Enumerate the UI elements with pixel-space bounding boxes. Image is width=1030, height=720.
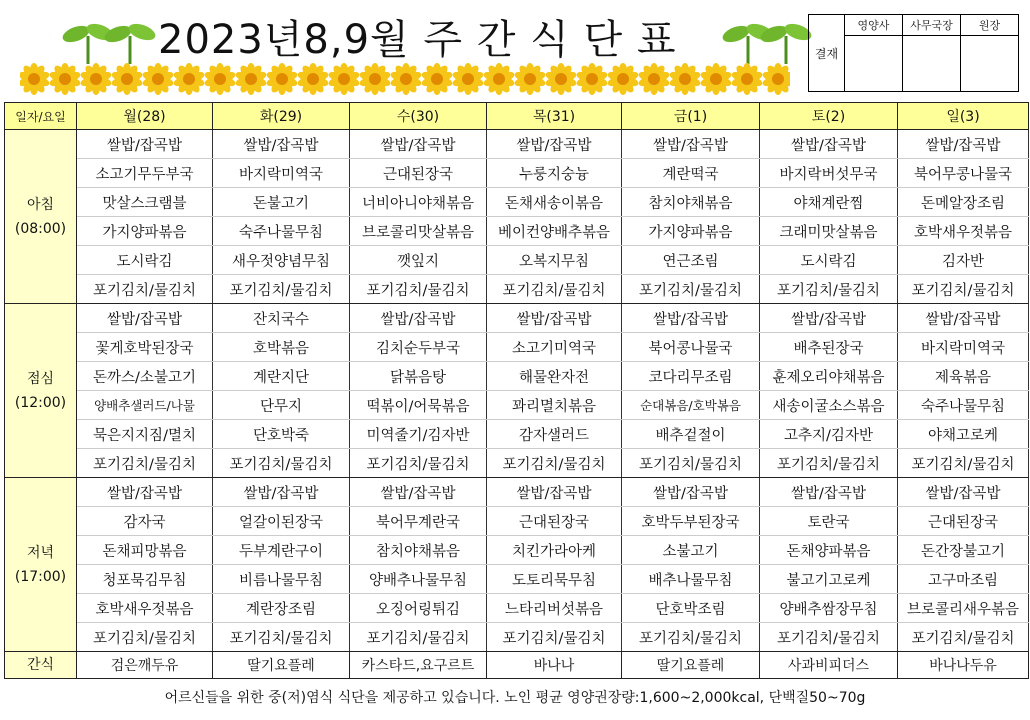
menu-item: 크래미맛살볶음 bbox=[760, 217, 898, 246]
menu-item: 포기김치/물김치 bbox=[622, 449, 760, 478]
menu-row bbox=[5, 333, 1029, 362]
menu-item: 숙주나물무침 bbox=[898, 391, 1029, 420]
menu-item: 새우젓양념무침 bbox=[213, 246, 350, 275]
day-header: 금(1) bbox=[622, 103, 760, 130]
day-header: 수(30) bbox=[350, 103, 487, 130]
menu-item: 쌀밥/잡곡밥 bbox=[760, 130, 898, 159]
menu-item: 쌀밥/잡곡밥 bbox=[77, 130, 213, 159]
menu-item: 포기김치/물김치 bbox=[487, 623, 622, 652]
menu-item: 계란떡국 bbox=[622, 159, 760, 188]
menu-item: 근대된장국 bbox=[487, 507, 622, 536]
menu-item: 포기김치/물김치 bbox=[487, 275, 622, 304]
snack-item: 바나나 bbox=[487, 652, 622, 679]
menu-item: 느타리버섯볶음 bbox=[487, 594, 622, 623]
menu-item: 두부계란구이 bbox=[213, 536, 350, 565]
menu-item: 불고기고로케 bbox=[760, 565, 898, 594]
sunflower-icon bbox=[173, 63, 206, 95]
menu-row bbox=[5, 536, 1029, 565]
menu-item: 쌀밥/잡곡밥 bbox=[350, 304, 487, 333]
menu-item: 쌀밥/잡곡밥 bbox=[898, 130, 1029, 159]
menu-item: 북어콩나물국 bbox=[622, 333, 760, 362]
menu-item: 호박새우젓볶음 bbox=[898, 217, 1029, 246]
menu-item: 김치순두부국 bbox=[350, 333, 487, 362]
menu-row bbox=[5, 391, 1029, 420]
menu-row bbox=[5, 304, 1029, 333]
page-title: 2023년8,9월 주 간 식 단 표 bbox=[158, 17, 677, 63]
sunflower-icon bbox=[20, 63, 50, 95]
menu-item: 포기김치/물김치 bbox=[622, 623, 760, 652]
menu-item: 감자국 bbox=[77, 507, 213, 536]
menu-item: 해물완자전 bbox=[487, 362, 622, 391]
menu-item: 도토리묵무침 bbox=[487, 565, 622, 594]
menu-item: 양배추샐러드/나물 bbox=[77, 391, 213, 420]
day-header: 월(28) bbox=[77, 103, 213, 130]
menu-item: 포기김치/물김치 bbox=[898, 449, 1029, 478]
day-header: 화(29) bbox=[213, 103, 350, 130]
menu-row bbox=[5, 188, 1029, 217]
menu-item: 북어무계란국 bbox=[350, 507, 487, 536]
meal-name: 저녁 bbox=[26, 544, 55, 561]
signature-box[interactable] bbox=[845, 36, 903, 92]
day-header-row bbox=[5, 103, 1029, 130]
snack-item: 사과비피더스 bbox=[760, 652, 898, 679]
menu-row bbox=[5, 507, 1029, 536]
menu-item: 계란장조림 bbox=[213, 594, 350, 623]
meal-time: (08:00) bbox=[14, 220, 67, 237]
sunflower-icon bbox=[545, 63, 578, 95]
menu-table bbox=[4, 102, 1029, 679]
menu-item: 포기김치/물김치 bbox=[898, 623, 1029, 652]
menu-item: 양배추나물무침 bbox=[350, 565, 487, 594]
sunflower-icon bbox=[49, 63, 82, 95]
menu-row bbox=[5, 623, 1029, 652]
menu-item: 돈불고기 bbox=[213, 188, 350, 217]
menu-item: 돈간장불고기 bbox=[898, 536, 1029, 565]
menu-item: 쌀밥/잡곡밥 bbox=[622, 130, 760, 159]
menu-item: 묵은지지짐/멸치 bbox=[77, 420, 213, 449]
snack-item: 검은깨두유 bbox=[77, 652, 213, 679]
menu-item: 꽈리멸치볶음 bbox=[487, 391, 622, 420]
menu-item: 깻잎지 bbox=[350, 246, 487, 275]
menu-item: 꽃게호박된장국 bbox=[77, 333, 213, 362]
sunflower-icon bbox=[235, 63, 268, 95]
menu-row bbox=[5, 594, 1029, 623]
menu-item: 포기김치/물김치 bbox=[213, 623, 350, 652]
menu-item: 포기김치/물김치 bbox=[350, 623, 487, 652]
menu-item: 연근조림 bbox=[622, 246, 760, 275]
menu-item: 야채계란찜 bbox=[760, 188, 898, 217]
snack-row bbox=[5, 652, 1029, 679]
menu-item: 쌀밥/잡곡밥 bbox=[213, 130, 350, 159]
menu-item: 쌀밥/잡곡밥 bbox=[487, 130, 622, 159]
menu-item: 배추된장국 bbox=[760, 333, 898, 362]
menu-item: 얼갈이된장국 bbox=[213, 507, 350, 536]
menu-item: 바지락미역국 bbox=[898, 333, 1029, 362]
menu-item: 근대된장국 bbox=[898, 507, 1029, 536]
menu-item: 도시락김 bbox=[77, 246, 213, 275]
meal-label bbox=[5, 130, 77, 304]
sunflower-border bbox=[20, 62, 790, 96]
menu-item: 쌀밥/잡곡밥 bbox=[622, 478, 760, 507]
menu-row bbox=[5, 449, 1029, 478]
sunflower-icon bbox=[80, 63, 113, 95]
menu-item: 쌀밥/잡곡밥 bbox=[487, 478, 622, 507]
menu-item: 참치야채볶음 bbox=[350, 536, 487, 565]
menu-item: 쌀밥/잡곡밥 bbox=[350, 130, 487, 159]
menu-item: 브로콜리맛살볶음 bbox=[350, 217, 487, 246]
snack-label: 간식 bbox=[5, 652, 77, 679]
snack-item: 바나나두유 bbox=[898, 652, 1029, 679]
meal-name: 아침 bbox=[26, 196, 55, 213]
menu-item: 야채고로케 bbox=[898, 420, 1029, 449]
menu-item: 쌀밥/잡곡밥 bbox=[77, 304, 213, 333]
meal-time: (12:00) bbox=[14, 394, 67, 411]
menu-item: 포기김치/물김치 bbox=[622, 275, 760, 304]
menu-item: 베이컨양배추볶음 bbox=[487, 217, 622, 246]
menu-item: 포기김치/물김치 bbox=[350, 449, 487, 478]
sunflower-icon bbox=[607, 63, 640, 95]
menu-item: 고추지/김자반 bbox=[760, 420, 898, 449]
sunflower-icon bbox=[142, 63, 175, 95]
snack-item: 딸기요플레 bbox=[622, 652, 760, 679]
menu-item: 배추겉절이 bbox=[622, 420, 760, 449]
menu-row bbox=[5, 217, 1029, 246]
menu-item: 돈채양파볶음 bbox=[760, 536, 898, 565]
menu-item: 근대된장국 bbox=[350, 159, 487, 188]
menu-item: 누룽지숭늉 bbox=[487, 159, 622, 188]
sunflower-icon bbox=[111, 63, 144, 95]
menu-row bbox=[5, 565, 1029, 594]
menu-item: 양배추쌈장무침 bbox=[760, 594, 898, 623]
snack-item: 딸기요플레 bbox=[213, 652, 350, 679]
menu-item: 토란국 bbox=[760, 507, 898, 536]
menu-item: 가지양파볶음 bbox=[77, 217, 213, 246]
menu-item: 브로콜리새우볶음 bbox=[898, 594, 1029, 623]
menu-item: 북어무콩나물국 bbox=[898, 159, 1029, 188]
menu-item: 돈메알장조림 bbox=[898, 188, 1029, 217]
menu-item: 너비아니야채볶음 bbox=[350, 188, 487, 217]
meal-label bbox=[5, 304, 77, 478]
menu-item: 떡볶이/어묵볶음 bbox=[350, 391, 487, 420]
menu-item: 치킨가라아케 bbox=[487, 536, 622, 565]
menu-item: 새송이굴소스볶음 bbox=[760, 391, 898, 420]
menu-item: 잔치국수 bbox=[213, 304, 350, 333]
menu-item: 순대볶음/호박볶음 bbox=[622, 391, 760, 420]
menu-row bbox=[5, 478, 1029, 507]
approval-role: 원장 bbox=[961, 15, 1019, 36]
menu-item: 미역줄기/김자반 bbox=[350, 420, 487, 449]
menu-item: 포기김치/물김치 bbox=[760, 449, 898, 478]
menu-item: 비름나물무침 bbox=[213, 565, 350, 594]
menu-item: 단호박죽 bbox=[213, 420, 350, 449]
menu-item: 감자샐러드 bbox=[487, 420, 622, 449]
menu-item: 코다리무조림 bbox=[622, 362, 760, 391]
menu-row bbox=[5, 420, 1029, 449]
sunflower-icon bbox=[514, 63, 547, 95]
sunflower-icon bbox=[483, 63, 516, 95]
menu-item: 맛살스크램블 bbox=[77, 188, 213, 217]
menu-item: 김자반 bbox=[898, 246, 1029, 275]
menu-item: 고구마조림 bbox=[898, 565, 1029, 594]
day-header: 일(3) bbox=[898, 103, 1029, 130]
day-header: 토(2) bbox=[760, 103, 898, 130]
menu-row bbox=[5, 246, 1029, 275]
menu-item: 쌀밥/잡곡밥 bbox=[622, 304, 760, 333]
sunflower-icon bbox=[204, 63, 237, 95]
menu-item: 쌀밥/잡곡밥 bbox=[760, 478, 898, 507]
menu-item: 호박두부된장국 bbox=[622, 507, 760, 536]
menu-item: 포기김치/물김치 bbox=[760, 275, 898, 304]
menu-item: 포기김치/물김치 bbox=[77, 275, 213, 304]
meal-label bbox=[5, 478, 77, 652]
sunflower-icon bbox=[452, 63, 485, 95]
sprout-icon bbox=[100, 18, 160, 64]
sunflower-icon bbox=[669, 63, 702, 95]
menu-item: 계란지단 bbox=[213, 362, 350, 391]
menu-item: 오복지무침 bbox=[487, 246, 622, 275]
menu-item: 소고기미역국 bbox=[487, 333, 622, 362]
menu-item: 포기김치/물김치 bbox=[487, 449, 622, 478]
menu-item: 돈채새송이볶음 bbox=[487, 188, 622, 217]
menu-item: 돈까스/소불고기 bbox=[77, 362, 213, 391]
menu-row bbox=[5, 362, 1029, 391]
sunflower-icon bbox=[576, 63, 609, 95]
menu-item: 포기김치/물김치 bbox=[350, 275, 487, 304]
menu-item: 쌀밥/잡곡밥 bbox=[213, 478, 350, 507]
menu-item: 포기김치/물김치 bbox=[213, 449, 350, 478]
menu-item: 숙주나물무침 bbox=[213, 217, 350, 246]
menu-item: 가지양파볶음 bbox=[622, 217, 760, 246]
menu-item: 소고기무두부국 bbox=[77, 159, 213, 188]
menu-item: 포기김치/물김치 bbox=[213, 275, 350, 304]
signature-box[interactable] bbox=[961, 36, 1019, 92]
menu-item: 참치야채볶음 bbox=[622, 188, 760, 217]
menu-item: 쌀밥/잡곡밥 bbox=[487, 304, 622, 333]
meal-name: 점심 bbox=[26, 370, 55, 387]
approval-box bbox=[808, 14, 1019, 92]
menu-row bbox=[5, 159, 1029, 188]
menu-row bbox=[5, 130, 1029, 159]
menu-item: 쌀밥/잡곡밥 bbox=[350, 478, 487, 507]
menu-item: 호박새우젓볶음 bbox=[77, 594, 213, 623]
menu-item: 단무지 bbox=[213, 391, 350, 420]
signature-box[interactable] bbox=[903, 36, 961, 92]
sunflower-icon bbox=[328, 63, 361, 95]
menu-item: 오징어링튀김 bbox=[350, 594, 487, 623]
menu-item: 닭볶음탕 bbox=[350, 362, 487, 391]
sunflower-icon bbox=[390, 63, 423, 95]
approval-label: 결재 bbox=[809, 15, 845, 92]
approval-role: 영양사 bbox=[845, 15, 903, 36]
menu-item: 쌀밥/잡곡밥 bbox=[898, 478, 1029, 507]
sunflower-icon bbox=[762, 63, 790, 95]
menu-item: 소불고기 bbox=[622, 536, 760, 565]
footer-note: 어르신들을 위한 중(저)염식 식단을 제공하고 있습니다. 노인 평균 영양권장량:1,600~2,000kcal, 단백질50~70g bbox=[0, 684, 1030, 712]
menu-item: 배추나물무침 bbox=[622, 565, 760, 594]
menu-item: 쌀밥/잡곡밥 bbox=[760, 304, 898, 333]
sprout-icon bbox=[756, 18, 816, 64]
corner-cell: 일자/요일 bbox=[5, 103, 77, 130]
menu-item: 훈제오리야채볶음 bbox=[760, 362, 898, 391]
menu-item: 제육볶음 bbox=[898, 362, 1029, 391]
menu-item: 포기김치/물김치 bbox=[898, 275, 1029, 304]
page-header bbox=[0, 0, 1030, 100]
sunflower-icon bbox=[359, 63, 392, 95]
menu-item: 바지락미역국 bbox=[213, 159, 350, 188]
menu-item: 청포묵김무침 bbox=[77, 565, 213, 594]
sunflower-icon bbox=[421, 63, 454, 95]
sunflower-icon bbox=[297, 63, 330, 95]
sunflower-icon bbox=[731, 63, 764, 95]
menu-item: 바지락버섯무국 bbox=[760, 159, 898, 188]
menu-item: 돈채피망볶음 bbox=[77, 536, 213, 565]
sunflower-icon bbox=[266, 63, 299, 95]
menu-item: 도시락김 bbox=[760, 246, 898, 275]
menu-item: 단호박조림 bbox=[622, 594, 760, 623]
sunflower-icon bbox=[638, 63, 671, 95]
day-header: 목(31) bbox=[487, 103, 622, 130]
menu-item: 쌀밥/잡곡밥 bbox=[77, 478, 213, 507]
sunflower-icon bbox=[700, 63, 733, 95]
snack-item: 카스타드,요구르트 bbox=[350, 652, 487, 679]
menu-item: 포기김치/물김치 bbox=[77, 623, 213, 652]
menu-item: 포기김치/물김치 bbox=[77, 449, 213, 478]
menu-row bbox=[5, 275, 1029, 304]
menu-item: 포기김치/물김치 bbox=[760, 623, 898, 652]
meal-time: (17:00) bbox=[14, 568, 67, 585]
approval-role: 사무국장 bbox=[903, 15, 961, 36]
menu-item: 쌀밥/잡곡밥 bbox=[898, 304, 1029, 333]
menu-item: 호박볶음 bbox=[213, 333, 350, 362]
